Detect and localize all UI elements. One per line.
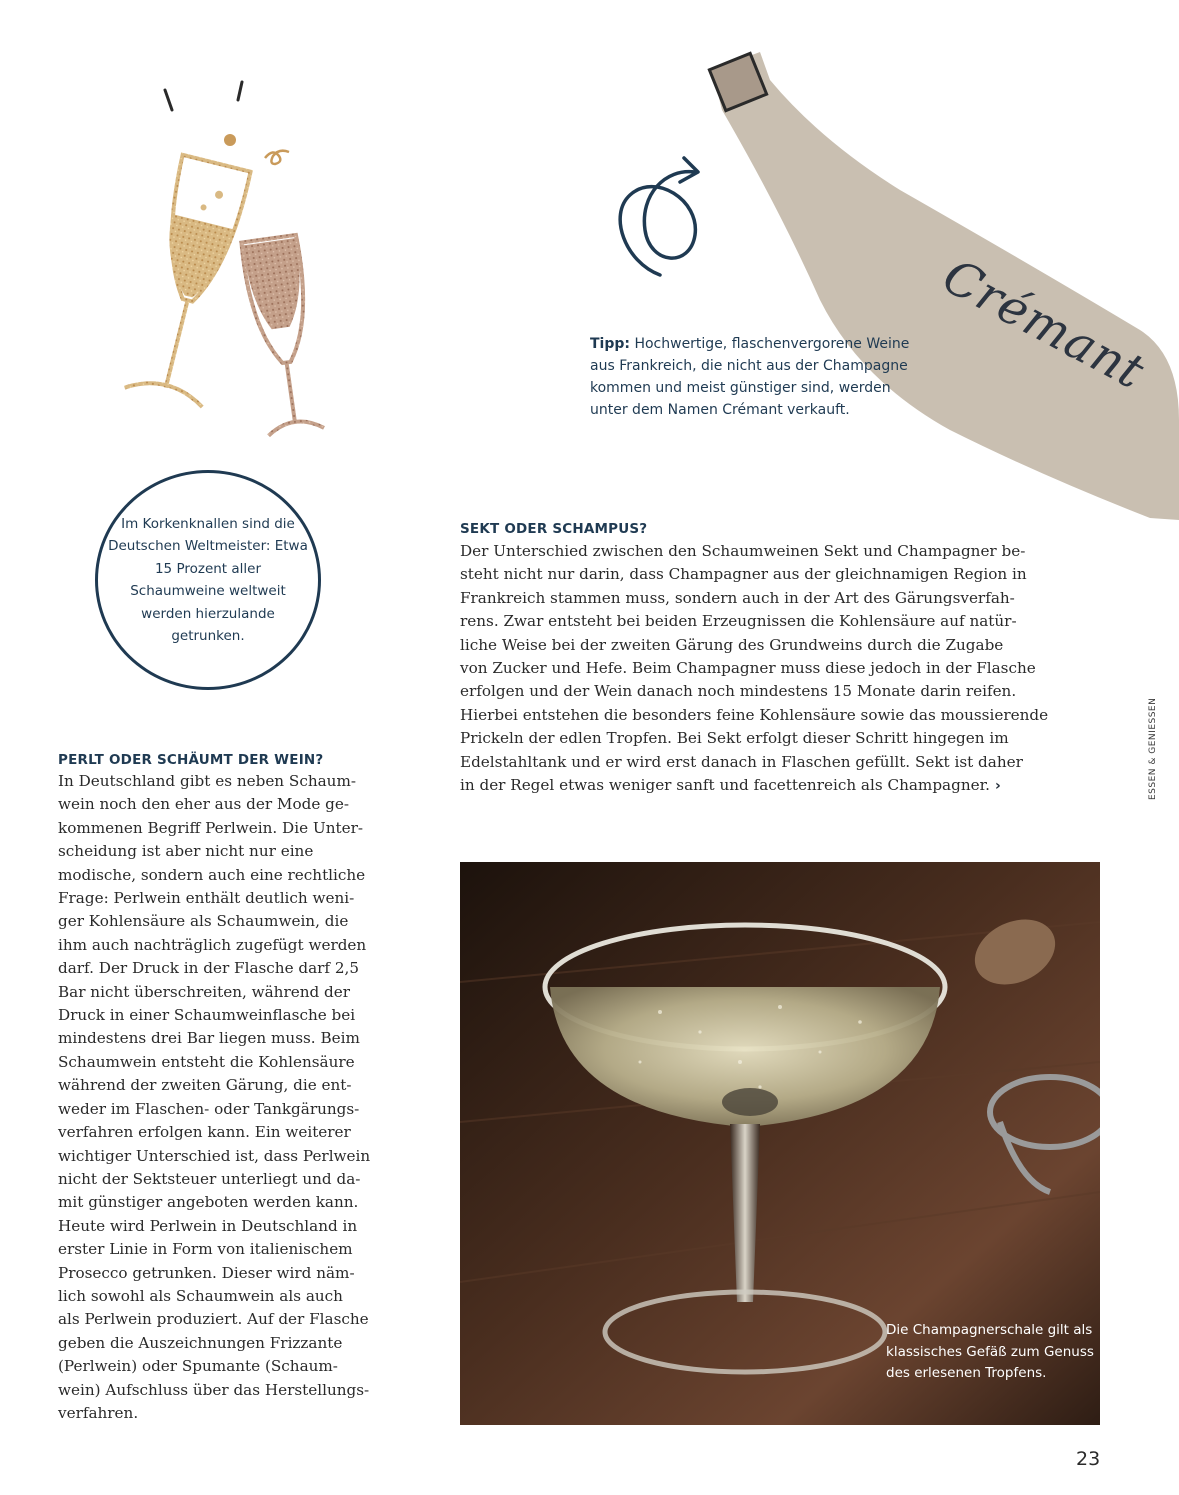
section-label: ESSEN & GENIESSEN	[1148, 697, 1158, 800]
pop-line	[165, 90, 172, 110]
rose-flute	[241, 235, 324, 436]
bottle-label: Crémant	[933, 248, 1154, 401]
article-line: darf. Der Druck in der Flasche darf 2,5	[58, 959, 360, 978]
article-line: Druck in einer Schaumweinflasche bei	[58, 1006, 356, 1025]
article-line: mit günstiger angeboten werden kann.	[58, 1193, 359, 1212]
bubble-dot	[224, 134, 236, 146]
cremant-bottle-illustration	[590, 40, 1179, 530]
article-line: steht nicht nur darin, dass Champagner aus der gleichnamigen Region in	[460, 565, 1027, 584]
article-line: Frage: Perlwein enthält deutlich weni-	[58, 889, 355, 908]
curl-ornament	[265, 151, 289, 164]
article-line: In Deutschland gibt es neben Schaum-	[58, 772, 356, 790]
article-line: Bar nicht überschreiten, während der	[58, 982, 351, 1001]
article-line: nicht der Sektsteuer unterliegt und da-	[58, 1169, 361, 1188]
tip-label: Tipp:	[590, 336, 630, 352]
article-line: Frankreich stammen muss, sondern auch in der Art des Gärungsverfah-	[460, 588, 1015, 607]
article-line: scheidung ist aber nicht nur eine	[58, 842, 314, 861]
article-line: in der Regel etwas weniger sanft und facettenreich als Champagner.	[460, 776, 991, 795]
article-line: erfolgen und der Wein danach noch mindestens 15 Monate darin reifen.	[460, 682, 1017, 701]
article-line: modische, sondern auch eine rechtliche	[58, 865, 366, 884]
article-line: Hierbei entstehen die besonders feine Kohlensäure sowie das moussierende	[460, 705, 1049, 724]
article-line: weder im Flaschen- oder Tankgärungs-	[58, 1099, 360, 1118]
continue-chevron-icon: ›	[995, 778, 1001, 795]
article-line: (Perlwein) oder Spumante (Schaum-	[58, 1357, 338, 1376]
article-line: Edelstahltank und er wird erst danach in Flaschen gefüllt. Sekt ist daher	[460, 752, 1023, 771]
article-line: ger Kohlensäure als Schaumwein, die	[58, 912, 349, 931]
champagne-glasses-illustration	[60, 70, 360, 450]
article-line: ihm auch nachträglich zugefügt werden	[58, 935, 367, 954]
article-line: wein noch den eher aus der Mode ge-	[58, 795, 349, 814]
tip-text: Hochwertige, flaschenvergorene Weine aus Frankreich, die nicht aus der Champagne kommen und meist günstiger sind, werden unter dem Namen Crémant verkauft.	[590, 336, 910, 418]
article-line: verfahren.	[58, 1403, 139, 1422]
right-article-body	[460, 540, 1080, 798]
article-line: als Perlwein produziert. Auf der Flasche	[58, 1310, 369, 1329]
article-line: während der zweiten Gärung, die ent-	[58, 1076, 352, 1095]
swirl-arrow-icon	[620, 172, 695, 275]
article-line: lich sowohl als Schaumwein als auch	[58, 1286, 343, 1305]
left-article-heading: PERLT ODER SCHÄUMT DER WEIN?	[58, 752, 324, 768]
article-line: verfahren erfolgen kann. Ein weiterer	[58, 1123, 351, 1142]
right-article-heading: SEKT ODER SCHAMPUS?	[460, 521, 648, 537]
gold-flute	[125, 155, 261, 407]
article-line: von Zucker und Hefe. Beim Champagner muss diese jedoch in der Flasche	[460, 659, 1036, 678]
article-line: Der Unterschied zwischen den Schaumweinen Sekt und Champagner be-	[460, 542, 1026, 560]
photo-caption: Die Champagnerschale gilt als klassisches Gefäß zum Genuss des erlesenen Tropfens.	[886, 1322, 1094, 1381]
article-line: wein) Aufschluss über das Herstellungs-	[58, 1380, 370, 1399]
article-line: kommenen Begriff Perlwein. Die Unter-	[58, 818, 363, 837]
article-line: Prosecco getrunken. Dieser wird näm-	[58, 1263, 355, 1282]
pop-line	[238, 82, 242, 100]
tip-box	[590, 333, 930, 421]
left-article-body	[58, 770, 398, 1425]
article-line: Heute wird Perlwein in Deutschland in	[58, 1216, 358, 1235]
article-line: Schaumwein entsteht die Kohlensäure	[58, 1052, 355, 1071]
article-line: mindestens drei Bar liegen muss. Beim	[58, 1029, 360, 1048]
article-line: liche Weise bei der zweiten Gärung des Grundweins durch die Zugabe	[460, 635, 1004, 654]
fact-circle	[95, 470, 321, 690]
article-line: erster Linie in Form von italienischem	[58, 1240, 353, 1259]
article-line: rens. Zwar entsteht bei beiden Erzeugnissen die Kohlensäure auf natür-	[460, 612, 1017, 631]
article-line: wichtiger Unterschied ist, dass Perlwein	[58, 1146, 371, 1165]
article-line: geben die Auszeichnungen Frizzante	[58, 1333, 343, 1352]
fact-circle-text: Im Korkenknallen sind die Deutschen Weltmeister: Etwa 15 Prozent aller Schaumweine weltweit werden hierzulande getrunken.	[108, 515, 308, 644]
article-line: Prickeln der edlen Tropfen. Bei Sekt erfolgt dieser Schritt hingegen im	[460, 729, 1009, 748]
page-number: 23	[1076, 1448, 1101, 1470]
